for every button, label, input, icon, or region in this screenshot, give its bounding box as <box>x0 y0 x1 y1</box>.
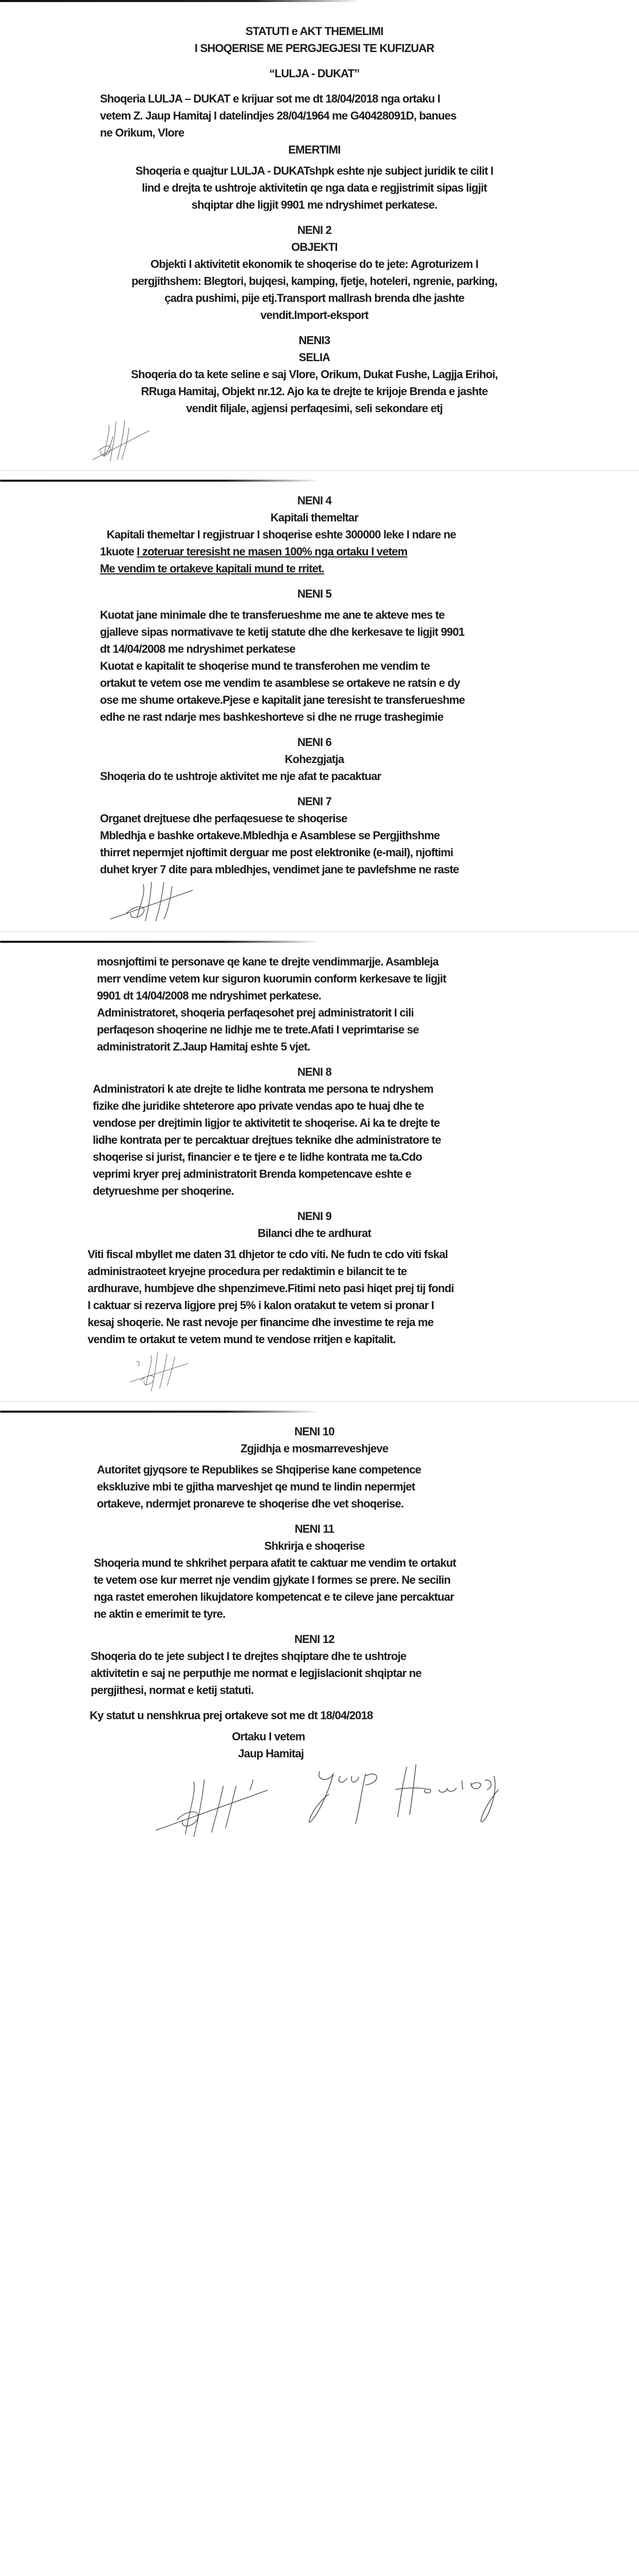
page-separator <box>0 927 639 950</box>
article-body <box>100 526 639 577</box>
article-number: NENI 8 <box>297 1065 332 1078</box>
paragraph-line: vendose per drejtimin ligjor te aktivitetit te shoqerise. Ai ka te drejte te <box>93 1116 440 1129</box>
signature-area <box>0 1762 639 1839</box>
article-heading: Shkrirja e shoqerise <box>264 1539 365 1552</box>
paragraph-line: Administratoret, shoqeria perfaqesohet prej administratorit I cili <box>97 1006 414 1019</box>
intro-line: Shoqeria LULJA – DUKAT e krijuar sot me dt 18/04/2018 nga ortaku I <box>100 92 440 105</box>
paragraph-line: gjalleve sipas normativave te ketij statute dhe dhe kerkesave te ligjit 9901 <box>100 625 465 638</box>
signatory-role: Ortaku I vetem <box>232 1730 305 1743</box>
paragraph-line: Shoqeria do ta kete seline e saj Vlore, Orikum, Dukat Fushe, Lagjja Erihoi, <box>131 368 498 381</box>
paragraph-line <box>100 543 639 560</box>
paragraph-line: dt 14/04/2008 me ndryshimet perkatese <box>100 642 295 655</box>
paragraph-line: ortakut te vetem ose me vendim te asamblese se ortakeve ne ratsin e dy <box>100 676 460 689</box>
article-body <box>97 1461 639 1512</box>
paragraph-line: kesaj shoqerie. Ne rast nevoje per financime dhe investime te reja me <box>88 1316 434 1329</box>
signature-area <box>0 417 639 463</box>
underlined-text: I zoteruar teresisht ne masen 100% nga ortaku I vetem <box>137 545 408 558</box>
initials-signature <box>155 1777 273 1837</box>
paragraph-line: Shoqeria mund te shkrihet perpara afatit te caktuar me vendim te ortakut <box>94 1556 456 1569</box>
paragraph-line: merr vendime vetem kur siguron kuorumin conform kerkesave te ligjit <box>97 972 446 985</box>
article-heading: Kohezgjatja <box>284 753 344 766</box>
initials-signature <box>77 419 155 463</box>
paragraph-line: Mbledhja e bashke ortakeve.Mbledhja e Asamblese se Pergjithshme <box>100 829 440 842</box>
article-number: NENI 10 <box>294 1425 334 1438</box>
intro-line: vetem Z. Jaup Hamitaj I datelindjes 28/04/1964 me G40428091D, banues <box>100 109 457 122</box>
article-number: NENI 9 <box>297 1210 332 1223</box>
paragraph-line: veprimi kryer prej administratorit Brenda kompetencave eshte e <box>93 1167 411 1180</box>
paragraph-line: perfaqeson shoqerine ne lidhje me te trete.Afati I veprimtarise se <box>97 1023 419 1036</box>
article-number: NENI 5 <box>297 587 332 600</box>
article-number: NENI 7 <box>297 795 332 808</box>
underlined-text: Me vendim te ortakeve kapitali mund te rritet. <box>100 562 325 575</box>
paragraph-line: ardhurave, humbjeve dhe shpenzimeve.Fitimi neto pasi hiqet prej tij fondi <box>88 1282 454 1295</box>
signature-area <box>0 878 639 924</box>
paragraph-line: RRuga Hamitaj, Objekt nr.12. Ajo ka te drejte te krijoje Brenda e jashte <box>141 385 488 398</box>
paragraph-line: lidhe kontrata per te percaktuar drejtues teknike dhe administratore te <box>93 1133 441 1146</box>
initials-signature <box>126 1349 193 1393</box>
paragraph-line: Objekti I aktivitetit ekonomik te shoqerise do te jete: Agroturizem I <box>150 258 478 270</box>
paragraph-line: ne aktin e emerimit te tyre. <box>94 1607 226 1620</box>
paragraph-line: detyrueshme per shoqerine. <box>93 1184 234 1197</box>
paragraph-line: Shoqeria do te ushtroje aktivitet me nje afat te pacaktuar <box>100 770 381 783</box>
article-number: NENI3 <box>298 334 330 347</box>
paragraph-line: shoqerise si jurist, financier e te tjere e te lidhe kontrata me ta.Cdo <box>93 1150 422 1163</box>
paragraph-line: Kapitali themeltar I regjistruar I shoqerise eshte 300000 leke I ndare ne <box>107 528 456 541</box>
paragraph-line: Organet drejtuese dhe perfaqesuese te shoqerise <box>100 812 347 825</box>
paragraph-line: ortakeve, ndermjet pronareve te shoqerise dhe vet shoqerise. <box>97 1497 404 1510</box>
paragraph-line: ose me shume ortakeve.Pjese e kapitalit jane teresisht te transferueshme <box>100 693 465 706</box>
paragraph-line: pergjithshem: Blegtori, bujqesi, kamping, fjetje, hoteleri, ngrenie, parking, <box>131 275 497 287</box>
paragraph-line: thirret nepermjet njoftimit derguar me post elektronike (e-mail), njoftimi <box>100 846 453 859</box>
paragraph-line: edhe ne rast ndarje mes bashkeshorteve si dhe ne rruge trashegimie <box>100 710 444 723</box>
paragraph-line: Shoqeria e quajtur LULJA - DUKATshpk eshte nje subject juridik te cilit I <box>135 164 494 177</box>
document-title: STATUTI e AKT THEMELIMI <box>245 25 383 38</box>
article-body <box>100 606 639 725</box>
page-separator <box>0 1397 639 1420</box>
intro-line: ne Orikum, Vlore <box>100 126 184 139</box>
paragraph-line: vendit.Import-eksport <box>260 309 368 321</box>
page-separator <box>0 466 639 489</box>
article-number: NENI 6 <box>297 736 332 749</box>
paragraph-line: vendit filjale, agjensi perfaqesimi, seli sekondare etj <box>186 402 443 415</box>
paragraph-line: Autoritet gjyqsore te Republikes se Shqiperise kane competence <box>97 1463 421 1476</box>
paragraph-line: pergjithesi, normat e ketij statuti. <box>91 1684 254 1697</box>
document <box>0 2 639 1855</box>
paragraph-line: Administratori k ate drejte te lidhe kontrata me persona te ndryshem <box>93 1082 433 1095</box>
paragraph-line: ekskluzive mbi te gjitha marveshjet qe mund te lindin nepermjet <box>97 1480 415 1493</box>
paragraph-line: fizike dhe juridike shteterore apo private vendas apo te huaj dhe te <box>93 1099 424 1112</box>
paragraph-line: aktivitetin e saj ne perputhje me normat e legjislacionit shqiptar ne <box>91 1667 422 1680</box>
article-body <box>97 953 639 1055</box>
article-heading: Bilanci dhe te ardhurat <box>258 1227 371 1240</box>
section-heading-emertimi: EMERTIMI <box>288 143 341 156</box>
paragraph-line: administraoteet kryejne procedura per redaktimin e bilancit te te <box>88 1265 407 1278</box>
article-number: NENI 2 <box>297 224 332 236</box>
article-number: NENI 11 <box>294 1522 334 1535</box>
company-name: “LULJA - DUKAT” <box>269 67 360 80</box>
article-body <box>94 1554 639 1622</box>
article-body <box>88 1246 639 1348</box>
paragraph-line: te vetem ose kur merret nje vendim gjykate I formes se prere. Ne secilin <box>94 1573 450 1586</box>
closing-statement: Ky statut u nenshkrua prej ortakeve sot me dt 18/04/2018 <box>90 1709 373 1722</box>
paragraph-line: 9901 dt 14/04/2008 me ndryshimet perkatese. <box>97 989 322 1002</box>
paragraph-line: vendim te ortakut te vetem mund te vendose rritjen e kapitalit. <box>88 1333 396 1346</box>
initials-signature <box>110 880 193 921</box>
paragraph-line: lind e drejta te ushtroje aktivitetin qe nga data e regjistrimit sipas ligjit <box>142 181 487 194</box>
article-heading: Zgjidhja e mosmarreveshjeve <box>240 1442 389 1455</box>
article-number: NENI 4 <box>297 494 332 507</box>
signatory-name: Jaup Hamitaj <box>238 1747 304 1760</box>
paragraph-line: I caktuar si rezerva ligjore prej 5% i kalon oratakut te vetem si pronar I <box>88 1299 434 1312</box>
paragraph-line: Kuotat e kapitalit te shoqerise mund te transferohen me vendim te <box>100 659 430 672</box>
paragraph-line: mosnjoftimi te personave qe kane te drejte vendimmarjje. Asambleja <box>97 955 439 968</box>
paragraph-line: Shoqeria do te jete subject I te drejtes shqiptare dhe te ushtroje <box>91 1650 407 1663</box>
article-body <box>93 1080 639 1199</box>
article-heading: Kapitali themeltar <box>270 511 359 524</box>
paragraph-line: shqiptar dhe ligjit 9901 me ndryshimet perkatese. <box>191 198 438 211</box>
article-body <box>91 1648 639 1699</box>
handwritten-name-signature <box>301 1762 508 1826</box>
signature-area <box>0 1348 639 1394</box>
paragraph-line: nga rastet emerohen likujdatore kompetencat e te cileve jane percaktuar <box>94 1590 454 1603</box>
article-number: NENI 12 <box>294 1633 334 1646</box>
paragraph-line: duhet kryer 7 dite para mbledhjes, vendimet jane te pavlefshme ne raste <box>100 863 459 876</box>
paragraph-line: Kuotat jane minimale dhe te transferueshme me ane te akteve mes te <box>100 608 445 621</box>
document-subtitle: I SHOQERISE ME PERGJEGJESI TE KUFIZUAR <box>194 42 434 55</box>
article-body <box>100 810 639 878</box>
paragraph-line: çadra pushimi, pije etj.Transport mallrash brenda dhe jashte <box>164 292 464 304</box>
intro-paragraph <box>100 90 639 141</box>
article-heading: SELIA <box>298 351 330 364</box>
article-heading: OBJEKTI <box>291 241 338 253</box>
paragraph-line: Viti fiscal mbyllet me daten 31 dhjetor te cdo viti. Ne fudn te cdo viti fskal <box>88 1248 448 1261</box>
quota-text: 1kuote <box>100 545 137 558</box>
paragraph-line: administratorit Z.Jaup Hamitaj eshte 5 vjet. <box>97 1040 310 1053</box>
